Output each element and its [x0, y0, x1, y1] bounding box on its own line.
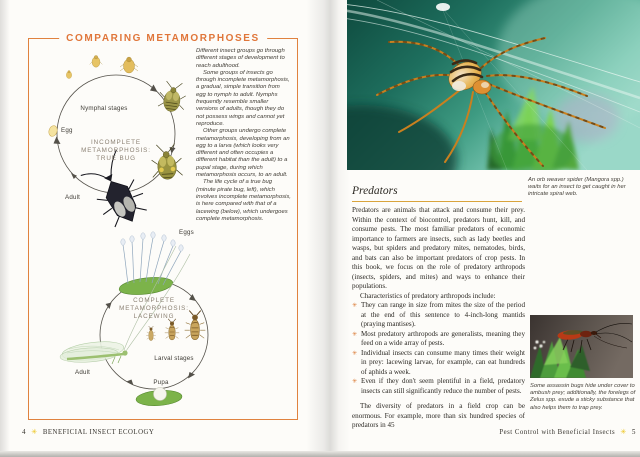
- flower-marker-icon: ✳: [620, 428, 627, 436]
- metamorphosis-panel: [28, 33, 298, 420]
- truebug-nymphs-art: [66, 55, 138, 78]
- page-number-right: 5: [631, 428, 636, 436]
- bullet-text: They can range in size from mites the size of the period at the end of this sentence to 4-inch-long mantids (praying mantises).: [361, 301, 525, 328]
- asterisk-bullet-icon: ✳: [352, 302, 358, 309]
- predators-heading: Predators: [352, 185, 398, 197]
- assassin-bug-photo: [530, 315, 633, 378]
- predators-body: [352, 206, 525, 431]
- complete-metamorphosis-label: COMPLETE METAMORPHOSIS: LACEWING: [119, 297, 189, 320]
- closing-paragraph: The diversity of predators in a field crop can be enormous. For example, more than six hundred species of predators in 45: [352, 402, 525, 429]
- bullet-item: [352, 377, 525, 396]
- page-number-left: 4: [22, 428, 27, 436]
- asterisk-bullet-icon: ✳: [352, 349, 358, 357]
- bottom-page-edge: [0, 451, 640, 457]
- asterisk-bullet-icon: ✳: [352, 378, 358, 385]
- adult-label-lacewing: Adult: [75, 369, 91, 376]
- pupa-label: Pupa: [153, 379, 169, 386]
- left-footer: [22, 428, 154, 436]
- eggs-label: Eggs: [179, 229, 194, 236]
- asterisk-bullet-icon: ✳: [352, 330, 358, 338]
- assassin-caption: Some assassin bugs hide under cover to ambush prey; additionally, the forelegs of Zelus spp. exude a sticky substance that also helps them to trap prey.: [530, 383, 636, 411]
- flower-marker-icon: ✳: [31, 428, 38, 436]
- incomplete-metamorphosis-label: INCOMPLETE METAMORPHOSIS: TRUE BUG: [81, 139, 151, 162]
- bullet-item: [352, 301, 525, 330]
- intro-paragraph: Predators are animals that attack and consume their prey. Within the context of biocontrol, predators hunt, kill, and consume pests. The most familiar predators of economic importance to farmers are insects, such as lady beetles and wasps, but spiders and predatory mites, nematodes, birds, and bats can also be important predators of crop pests. In this book, we focus on the role of predatory arthropods (insects, spiders, and mites) and ways to enhance their populations.: [352, 206, 525, 290]
- sidebar-paragraph: Some groups of insects go through incomplete metamorphosis, a gradual, simple transition from egg to nymph to adult. Nymphs frequently resemble smaller versions of adults, though they do not possess wings and cannot yet reproduce.: [196, 69, 290, 127]
- bullet-text: Even if they don't seem plentiful in a field, predatory insects can still significantly reduce the number of pests.: [361, 377, 525, 395]
- chapter-title-right: Pest Control with Beneficial Insects: [499, 429, 616, 436]
- bullet-text: Individual insects can consume many times their weight in prey: lacewing larvae, for example, can eat hundreds of aphids a week.: [361, 348, 525, 376]
- bullet-text: Most predatory arthropods are generalists, meaning they feed on a wide array of pests.: [361, 329, 525, 347]
- egg-label: Egg: [61, 127, 73, 134]
- orb-weaver-photo: [347, 0, 640, 170]
- larval-stages-label: Larval stages: [154, 355, 194, 362]
- book-section-title: BENEFICIAL INSECT ECOLOGY: [42, 429, 155, 436]
- sidebar-paragraph: Other groups undergo complete metamorphosis, developing from an egg to a larva (which looks very different and often occupies a different habitat than the adult) to a pupal stage, during which metamorphosis occurs, to an adult.: [196, 128, 290, 179]
- bullet-list: [352, 301, 525, 396]
- sidebar-paragraph: Different insect groups go through different stages of development to reach adulthood.: [196, 48, 285, 69]
- adult-label-truebug: Adult: [65, 194, 81, 201]
- sidebar-text: [196, 48, 291, 223]
- left-page: [0, 0, 320, 451]
- right-footer: [330, 428, 636, 436]
- sidebar-paragraph: The life cycle of a true bug (minute pirate bug, left), which involves incomplete metamorphosis, is here compared with that of a lacewing (below), which undergoes complete metamorphosis.: [196, 179, 291, 222]
- spider-caption: An orb weaver spider (Mangora spp.) waits for an insect to get caught in her intricate spiral web.: [528, 177, 626, 198]
- lacewing-eggs-art: [118, 232, 183, 297]
- bullet-item: [352, 330, 525, 349]
- lacewing-pupa-art: [136, 388, 183, 408]
- panel-title: COMPARING METAMORPHOSES: [59, 33, 267, 44]
- bullet-item: [352, 349, 525, 378]
- nymphal-stages-label: Nymphal stages: [80, 105, 128, 112]
- truebug-older-nymphs-art: [151, 80, 188, 180]
- heading-rule: [352, 201, 522, 202]
- characteristics-lead: Characteristics of predatory arthropods include:: [360, 291, 496, 300]
